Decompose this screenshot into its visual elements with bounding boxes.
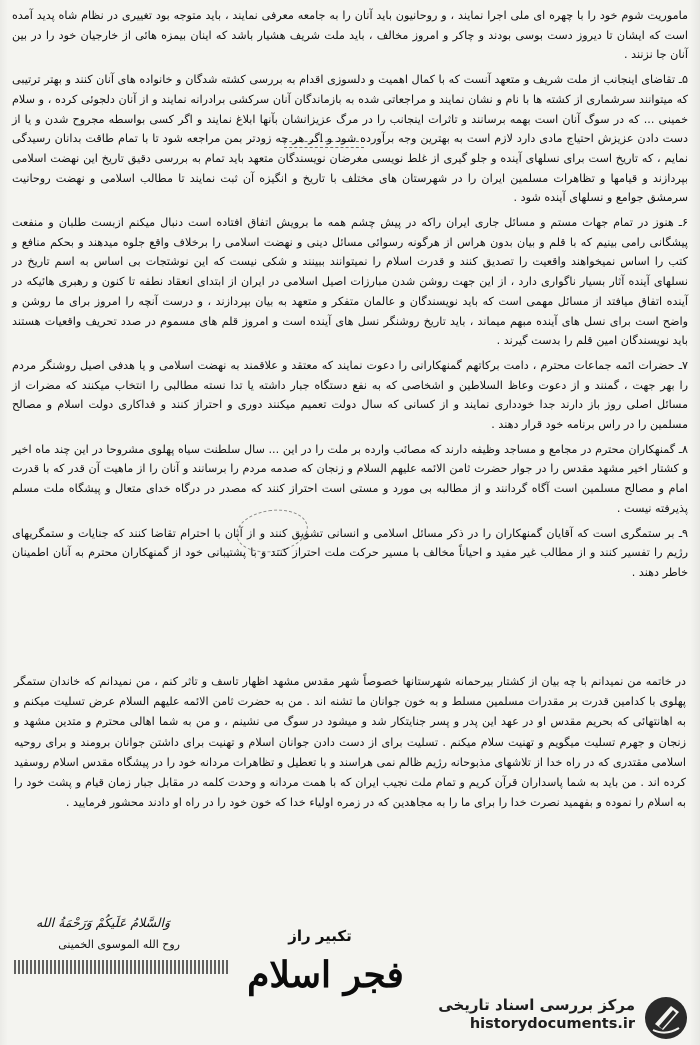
- paragraph-7: ۷ـ حضرات ائمه جماعات محترم ، دامت برکاتهم گمنهکارانی را دعوت نمایند که معتقد و علاقمند به نهضت اسلامی و یا هدفی اصیل روشنگر مردم را بهر جهت ، گمنند و از دعوت وعاظ السلاطین و اشخاصی که به نفع دستگاه جبار داشته یا تدا نسته مطالبی را انتخاب میکنند که مضرات از مسائل اصلی روز باز دارند جدا خودداری نمایند و از کسانی که سال دولت تعمیم میکنند دوری و احتراز کنند و فداکاری دولت اسلام و مصالح مسلمین را در راس برنامه خود قرار دهند .: [12, 358, 688, 432]
- decorative-pattern: [14, 960, 229, 974]
- closing-paragraph: [14, 672, 686, 813]
- emblem: [238, 948, 413, 1008]
- tagline: تکبیر راز: [288, 927, 352, 945]
- quran-verse: وَالسَّلامُ عَلَيكُمْ وَرَحْمَةُ الله: [35, 915, 170, 930]
- watermark-title: مرکز بررسی اسناد تاریخی: [438, 996, 635, 1014]
- closing-text: در خاتمه من نمیدانم با چه بیان از کشتار بیرحمانه شهرستانها خصوصاً شهر مقدس مشهد اظهار تاسف و تاثر کنم ، من نمیدانم که خاندان ستمگر پهلوی با کدامین قدرت بر مقدرات مسلمین مسلط و به خون جوانان ما تشنه اند . من به حضرت ثامن الائمه علیهم السلام عرض تسلیت میکنم و به اهانتهائی که بحریم مقدس او در عهد این پدر و پسر جنایتکار شد و میشود در سوگ می نشینم ، و من به شما اهالی محترم و متدین مشهد و زنجان و جهرم تسلیت میگویم و تهنیت سلام میکنم . تسلیت برای از دست دادن جوانان اسلام و تهنیت برای داشتن جوانان برومند و برای روحیه اسلامی مقتدری که در راه خدا از تلاشهای مذبوحانه رژیم ظالم نمی هراسند و با تعطیل و تظاهرات مردانه خود را در پیشگاه مقدس اسلام روسفید کرده اند . من باید به شما پاسداران قرآن کریم و تمام ملت نجیب ایران که با همت مردانه و وحدت کلمه در مقابل جبار زمان قیام و پشت خود را به اسلام را نموده و بفهمید نصرت خدا را برای ما را به مجاهدین که در زمره اولیاء خدا که خون خود را در راه او دادند محشور فرمایید .: [14, 675, 686, 810]
- archive-logo-icon: [641, 994, 691, 1042]
- strike-mark: [284, 141, 364, 142]
- emblem-text: فجر اسلام: [247, 954, 404, 996]
- signature: روح الله الموسوی الخمینی: [58, 938, 180, 951]
- paragraph-1: ماموریت شوم خود را با چهره ای ملی اجرا نمایند ، و روحانیون باید آنان را به جامعه معرفی نمایند ، باید متوجه بود تغییری در نظام شاه پدید آمده است که ایشان تا دیروز دست بوسی بودند و چاکر و امروز مخالف ، باید ملت شریف هشیار باشد که اینان بیمزه هائی از خارجیان خود را در بین آنان جا نزنند .: [12, 9, 688, 62]
- paragraph-6: ۶ـ هنوز در تمام جهات مستم و مسائل جاری ایران راکه در پیش چشم همه ما برویش اتفاق افتاده است دنبال میکنم ازبست طلبان و منفعت پیشگانی رامی بینیم که با قلم و بیان بدون هراس از هرگونه رسوائی مسائل دینی و نهضت اسلامی را برخلاف واقع جلوه میدهند و بحکم منافع و کتب را اساس نمیخواهند واقعیت را تصدیق کنند و قدرت اسلام را نمیتوانند ببینند و شکی نیست که این نوشتجات بی اساس به اسم تاریخ در نسلهای آینده آثار بسیار ناگواری دارد ، از این جهت روشن شدن مبارزات اصیل اسلامی در ایران از ابتدای انعقاد نطفه تا کنون و رهبری هائیکه در آینده اتفاق میافتد از مسائل مهمی است که باید نویسندگان و عالمان متفکر و متعهد به بیان بپردازند ، و درست آنچه را امروز برای ما روشن و واضح است برای نسل های آینده مبهم میماند ، باید تاریخ روشنگر نسل های آینده است و امروز قلم های مسموم در صدد تحریف واقعیات هستند باید نویسندگان امین قلم را بدست گیرند .: [12, 216, 688, 348]
- paragraph-8: ۸ـ گمنهکاران محترم در مجامع و مساجد وظیفه دارند که مصائب وارده بر ملت را در این ... سال سلطنت سیاه پهلوی مشروحا در این چند ماه اخیر و کشتار اخیر مشهد مقدس را در جوار حضرت ثامن الائمه علیهم السلام و زنجان که صدمه مردم را برسانند و آنان را از ماهیت آن قدر که با قدرت امام و مصالح مسلمین است آگاه گردانند و از مطالبه بی مورد و مستی است احتراز کنند که مصدر در درگاه خدای متعال و پیشگاه ملت مسلم پذیرفته نیست .: [12, 442, 688, 515]
- document-body: [12, 6, 688, 583]
- paragraph-9: ۹ـ بر ستمگری است که آقایان گمنهکاران را در ذکر مسائل اسلامی و انسانی تشویق کنند و از آنان با احترام تقاضا کنند که جنایات و ستمگریهای رژیم را تفسیر کنند و از مطالب غیر مفید و احیاناً مخالف با مسیر حرکت ملت احتراز کنند و با پشتیبانی خود از گمنهکاران محترم به آنان اطمینان خاطر دهند .: [12, 526, 688, 579]
- paragraph-5: ۵ـ تقاضای اینجانب از ملت شریف و متعهد آنست که با کمال اهمیت و دلسوزی اقدام به بررسی کشته شدگان و خانواده های آنان کنند و بهتر ترتیبی که میتوانند سرشماری از کشته ها با نام و نشان نمایند و مراجعاتی شده به بازماندگان آنان سرکشی برادرانه نمایند و از آنان دلجوئی کرده ، و سلام خمینی ... که در سوگ آنان است بهمه برسانند و تاثرات اینجانب را در مرگ عزیزانشان بآنها ابلاغ نمایند و اگر کسی بواسطه مجروح شدن و یا از دست دادن عزیزش احتیاج مادی دارد لازم است به بهترین وجه برآورده شود و اگر هر چه زودتر بمن مراجعه شود تا با تمام طاقت بدانان رسیدگی نمایم ، که تاریخ است برای نسلهای آینده و جلو گیری از غلط نویسی مغرضان نویسندگان متعهد باید تمام به بررسی دقیق تاریخ این نهضت اسلامی بپردازند و قیامها و تظاهرات مسلمین ایران را در شهرستان های مختلف با تاریخ و انگیزه آن ثبت نمایند تا مطالب اسلامی و نهضت روحانیت سرمشق جوامع و نسلهای آینده شود .: [12, 73, 688, 205]
- strike-mark: [284, 147, 364, 148]
- watermark: [428, 992, 693, 1044]
- watermark-url: historydocuments.ir: [469, 1016, 635, 1032]
